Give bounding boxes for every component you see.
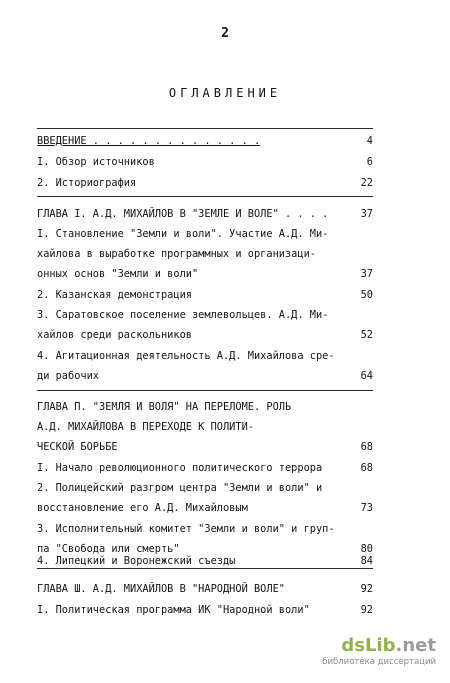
toc-entry-text: хайлов среди раскольников bbox=[37, 329, 192, 341]
toc-entry bbox=[37, 326, 373, 344]
watermark-logo-main: dsLib bbox=[341, 635, 396, 656]
toc-entry bbox=[37, 225, 373, 243]
toc-entry-text: 2. Казанская демонстрация bbox=[37, 289, 192, 301]
toc-entry-text: ГЛАВА Ш. А.Д. МИХАЙЛОВ В "НАРОДНОЙ ВОЛЕ" bbox=[37, 583, 285, 595]
toc-entry-text: ЧЕСКОЙ БОРЬБЕ bbox=[37, 441, 118, 453]
watermark-caption: библиотека диссертаций bbox=[322, 657, 436, 667]
toc-entry-text: I. Обзор источников bbox=[37, 156, 155, 168]
watermark bbox=[322, 635, 436, 671]
toc-entry-page: 6 bbox=[366, 156, 373, 168]
toc-entry-text: па "Свобода или смерть" bbox=[37, 543, 180, 555]
watermark-logo bbox=[341, 635, 436, 657]
toc-entry bbox=[37, 153, 373, 171]
toc-entry bbox=[37, 286, 373, 304]
toc-entry-text: 4. Липецкий и Воронежский съезды bbox=[37, 555, 236, 567]
toc-entry bbox=[37, 265, 373, 283]
toc-entry-text: I. Становление "Земли и воли". Участие А.Д. Ми- bbox=[37, 228, 329, 240]
toc-entry-text: 4. Агитационная деятельность А.Д. Михайлова сре- bbox=[37, 350, 335, 362]
toc-entry-text: хайлова в выработке программных и организаци- bbox=[37, 248, 316, 260]
toc-entry-page: 52 bbox=[360, 329, 373, 341]
toc-entry bbox=[37, 132, 373, 150]
toc-entry-text: А.Д. МИХАЙЛОВА В ПЕРЕХОДЕ К ПОЛИТИ- bbox=[37, 421, 254, 433]
toc-entry bbox=[37, 459, 373, 477]
toc-entry-text: ГЛАВА I. А.Д. МИХАЙЛОВ В "ЗЕМЛЕ И ВОЛЕ" . . . . bbox=[37, 208, 329, 220]
toc-entry bbox=[37, 520, 373, 538]
toc-entry bbox=[37, 438, 373, 456]
divider bbox=[37, 128, 373, 129]
toc-entry bbox=[37, 347, 373, 365]
toc-entry-page: 37 bbox=[360, 208, 373, 220]
toc-entry-text: ГЛАВА П. "ЗЕМЛЯ И ВОЛЯ" НА ПЕРЕЛОМЕ. РОЛЬ bbox=[37, 401, 292, 413]
toc-entry-page: 80 bbox=[360, 543, 373, 555]
toc-entry bbox=[37, 552, 373, 570]
toc-entry-page: 84 bbox=[360, 555, 373, 567]
toc-entry-text: 3. Исполнительный комитет "Земли и воли" и груп- bbox=[37, 523, 335, 535]
toc-entry-text: онных основ "Земли и воли" bbox=[37, 268, 199, 280]
toc-entry-page: 64 bbox=[360, 370, 373, 382]
toc-entry-page: 4 bbox=[366, 135, 373, 147]
watermark-logo-domain: .net bbox=[395, 635, 436, 656]
toc-entry bbox=[37, 367, 373, 385]
toc-entry-page: 73 bbox=[360, 502, 373, 514]
toc-entry-page: 68 bbox=[360, 462, 373, 474]
toc-entry bbox=[37, 306, 373, 324]
toc-entry-text: 2. Полицейский разгром центра "Земли и воли" и bbox=[37, 482, 323, 494]
toc-entry-text: 3. Саратовское поселение землевольцев. А.Д. Ми- bbox=[37, 309, 329, 321]
toc-entry-text: I. Начало революционного политического террора bbox=[37, 462, 323, 474]
divider bbox=[37, 196, 373, 197]
page-number: 2 bbox=[221, 26, 229, 41]
toc-entry bbox=[37, 398, 373, 416]
toc-entry bbox=[37, 418, 373, 436]
toc-entry-text: I. Политическая программа ИК "Народной воли" bbox=[37, 604, 310, 616]
toc-entry-page: 68 bbox=[360, 441, 373, 453]
toc-entry-text: 2. Историография bbox=[37, 177, 137, 189]
divider bbox=[37, 390, 373, 391]
toc-entry-text: ВВЕДЕНИЕ . . . . . . . . . . . . . . bbox=[37, 135, 261, 147]
toc-entry bbox=[37, 245, 373, 263]
toc-entry-text: восстановление его А.Д. Михайловым bbox=[37, 502, 248, 514]
toc-entry bbox=[37, 174, 373, 192]
toc-entry bbox=[37, 601, 373, 619]
toc-entry bbox=[37, 205, 373, 223]
toc-entry-page: 92 bbox=[360, 583, 373, 595]
toc-entry bbox=[37, 499, 373, 517]
toc-entry-page: 37 bbox=[360, 268, 373, 280]
toc-entry-page: 50 bbox=[360, 289, 373, 301]
toc-title: ОГЛАВЛЕНИЕ bbox=[168, 86, 282, 100]
toc-entry-page: 92 bbox=[360, 604, 373, 616]
toc-entry-text: ди рабочих bbox=[37, 370, 99, 382]
toc-entry bbox=[37, 580, 373, 598]
toc-entry bbox=[37, 479, 373, 497]
toc-entry-page: 22 bbox=[360, 177, 373, 189]
